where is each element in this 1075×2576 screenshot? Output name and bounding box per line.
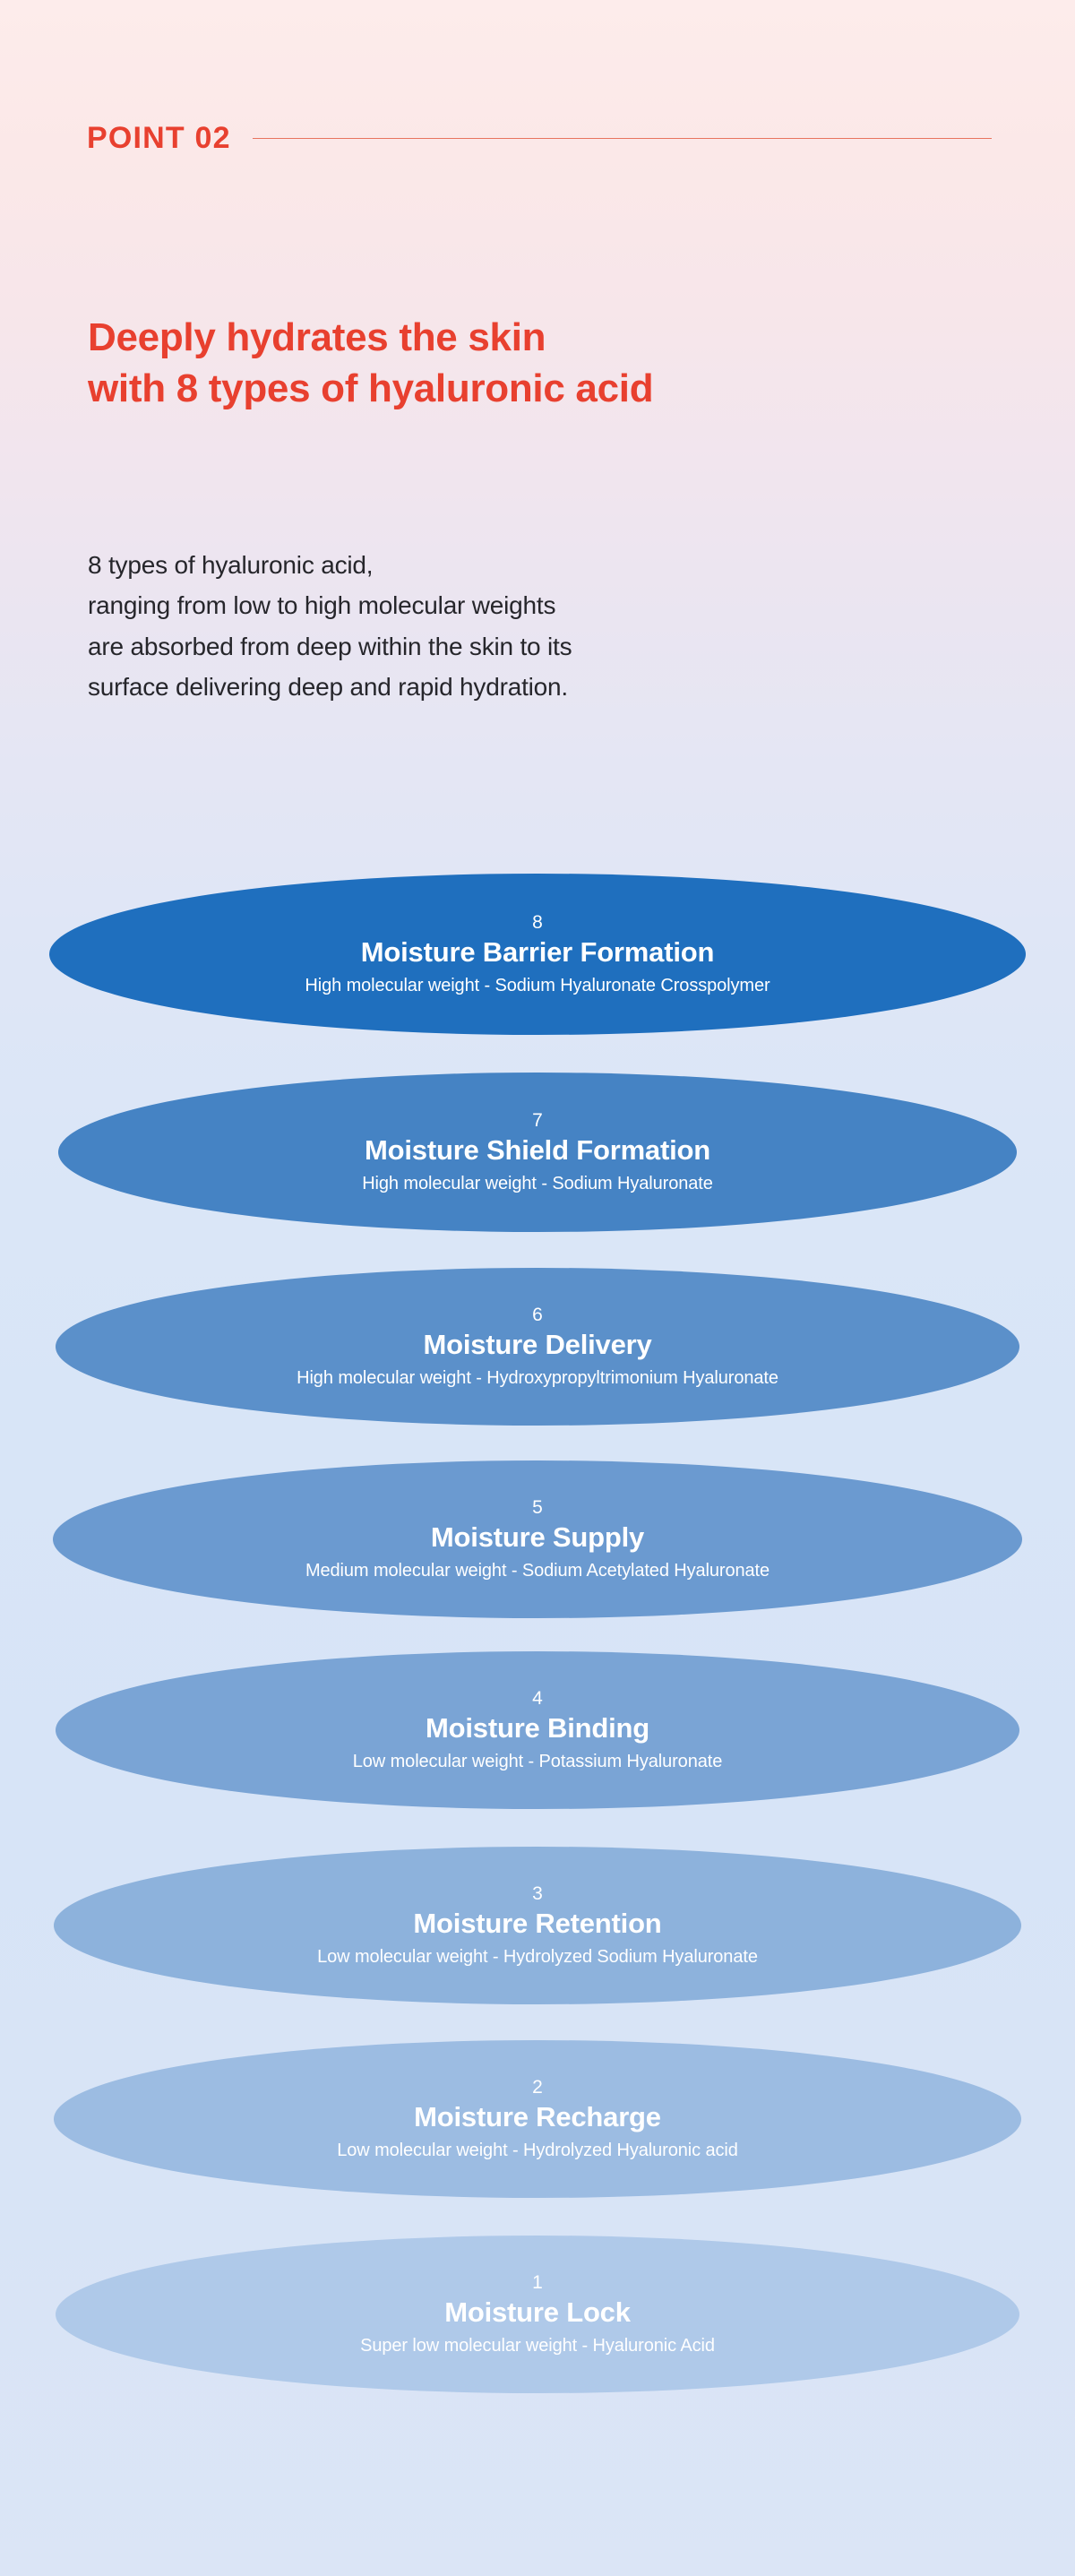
funnel-layer-subtitle: High molecular weight - Hydroxypropyltrimonium Hyaluronate <box>297 1368 778 1389</box>
headline-line-2: with 8 types of hyaluronic acid <box>88 366 654 410</box>
funnel-layer-subtitle: High molecular weight - Sodium Hyaluronate <box>362 1174 713 1194</box>
hyaluronic-acid-funnel <box>0 874 1075 2513</box>
description-line-1: 8 types of hyaluronic acid, <box>88 551 374 579</box>
funnel-layer-title: Moisture Recharge <box>414 2100 661 2132</box>
funnel-layer-title: Moisture Lock <box>444 2296 631 2328</box>
description-paragraph <box>88 545 572 707</box>
funnel-layer-title: Moisture Shield Formation <box>365 1133 710 1166</box>
point-label: POINT 02 <box>87 121 231 155</box>
funnel-layer-subtitle: Low molecular weight - Hydrolyzed Hyaluronic acid <box>337 2141 738 2161</box>
funnel-layer-title: Moisture Delivery <box>423 1328 652 1360</box>
funnel-layer <box>56 1651 1019 1809</box>
funnel-layer-number: 5 <box>532 1496 543 1518</box>
funnel-layer-subtitle: Medium molecular weight - Sodium Acetylated Hyaluronate <box>305 1561 770 1581</box>
funnel-layer-number: 3 <box>532 1882 543 1904</box>
point-header <box>87 121 992 156</box>
description-line-2: ranging from low to high molecular weights <box>88 591 556 620</box>
funnel-layer <box>56 1268 1019 1426</box>
funnel-layer-number: 8 <box>532 911 543 933</box>
description-line-4: surface delivering deep and rapid hydration. <box>88 673 568 702</box>
funnel-layer <box>49 874 1026 1035</box>
funnel-layer-number: 7 <box>532 1109 543 1131</box>
headline-line-1: Deeply hydrates the skin <box>88 315 546 360</box>
funnel-layer <box>53 1460 1022 1618</box>
funnel-layer <box>54 2040 1021 2198</box>
horizontal-rule <box>253 138 992 139</box>
funnel-layer-subtitle: High molecular weight - Sodium Hyaluronate Crosspolymer <box>305 976 770 996</box>
funnel-layer-subtitle: Super low molecular weight - Hyaluronic Acid <box>360 2336 715 2356</box>
description-line-3: are absorbed from deep within the skin to its <box>88 632 572 660</box>
funnel-layer-number: 4 <box>532 1687 543 1709</box>
funnel-layer-number: 1 <box>532 2271 543 2293</box>
funnel-layer-title: Moisture Barrier Formation <box>360 935 715 968</box>
funnel-layer-subtitle: Low molecular weight - Potassium Hyaluronate <box>352 1752 723 1772</box>
funnel-layer-title: Moisture Binding <box>426 1711 649 1744</box>
funnel-layer-subtitle: Low molecular weight - Hydrolyzed Sodium Hyaluronate <box>317 1947 758 1968</box>
funnel-layer-title: Moisture Retention <box>413 1907 662 1939</box>
funnel-layer-number: 6 <box>532 1304 543 1325</box>
funnel-layer-title: Moisture Supply <box>430 1521 645 1553</box>
funnel-layer <box>54 1847 1021 2004</box>
page-title <box>88 313 653 414</box>
funnel-layer <box>58 1073 1017 1232</box>
funnel-layer-number: 2 <box>532 2076 543 2098</box>
funnel-layer <box>56 2236 1019 2393</box>
